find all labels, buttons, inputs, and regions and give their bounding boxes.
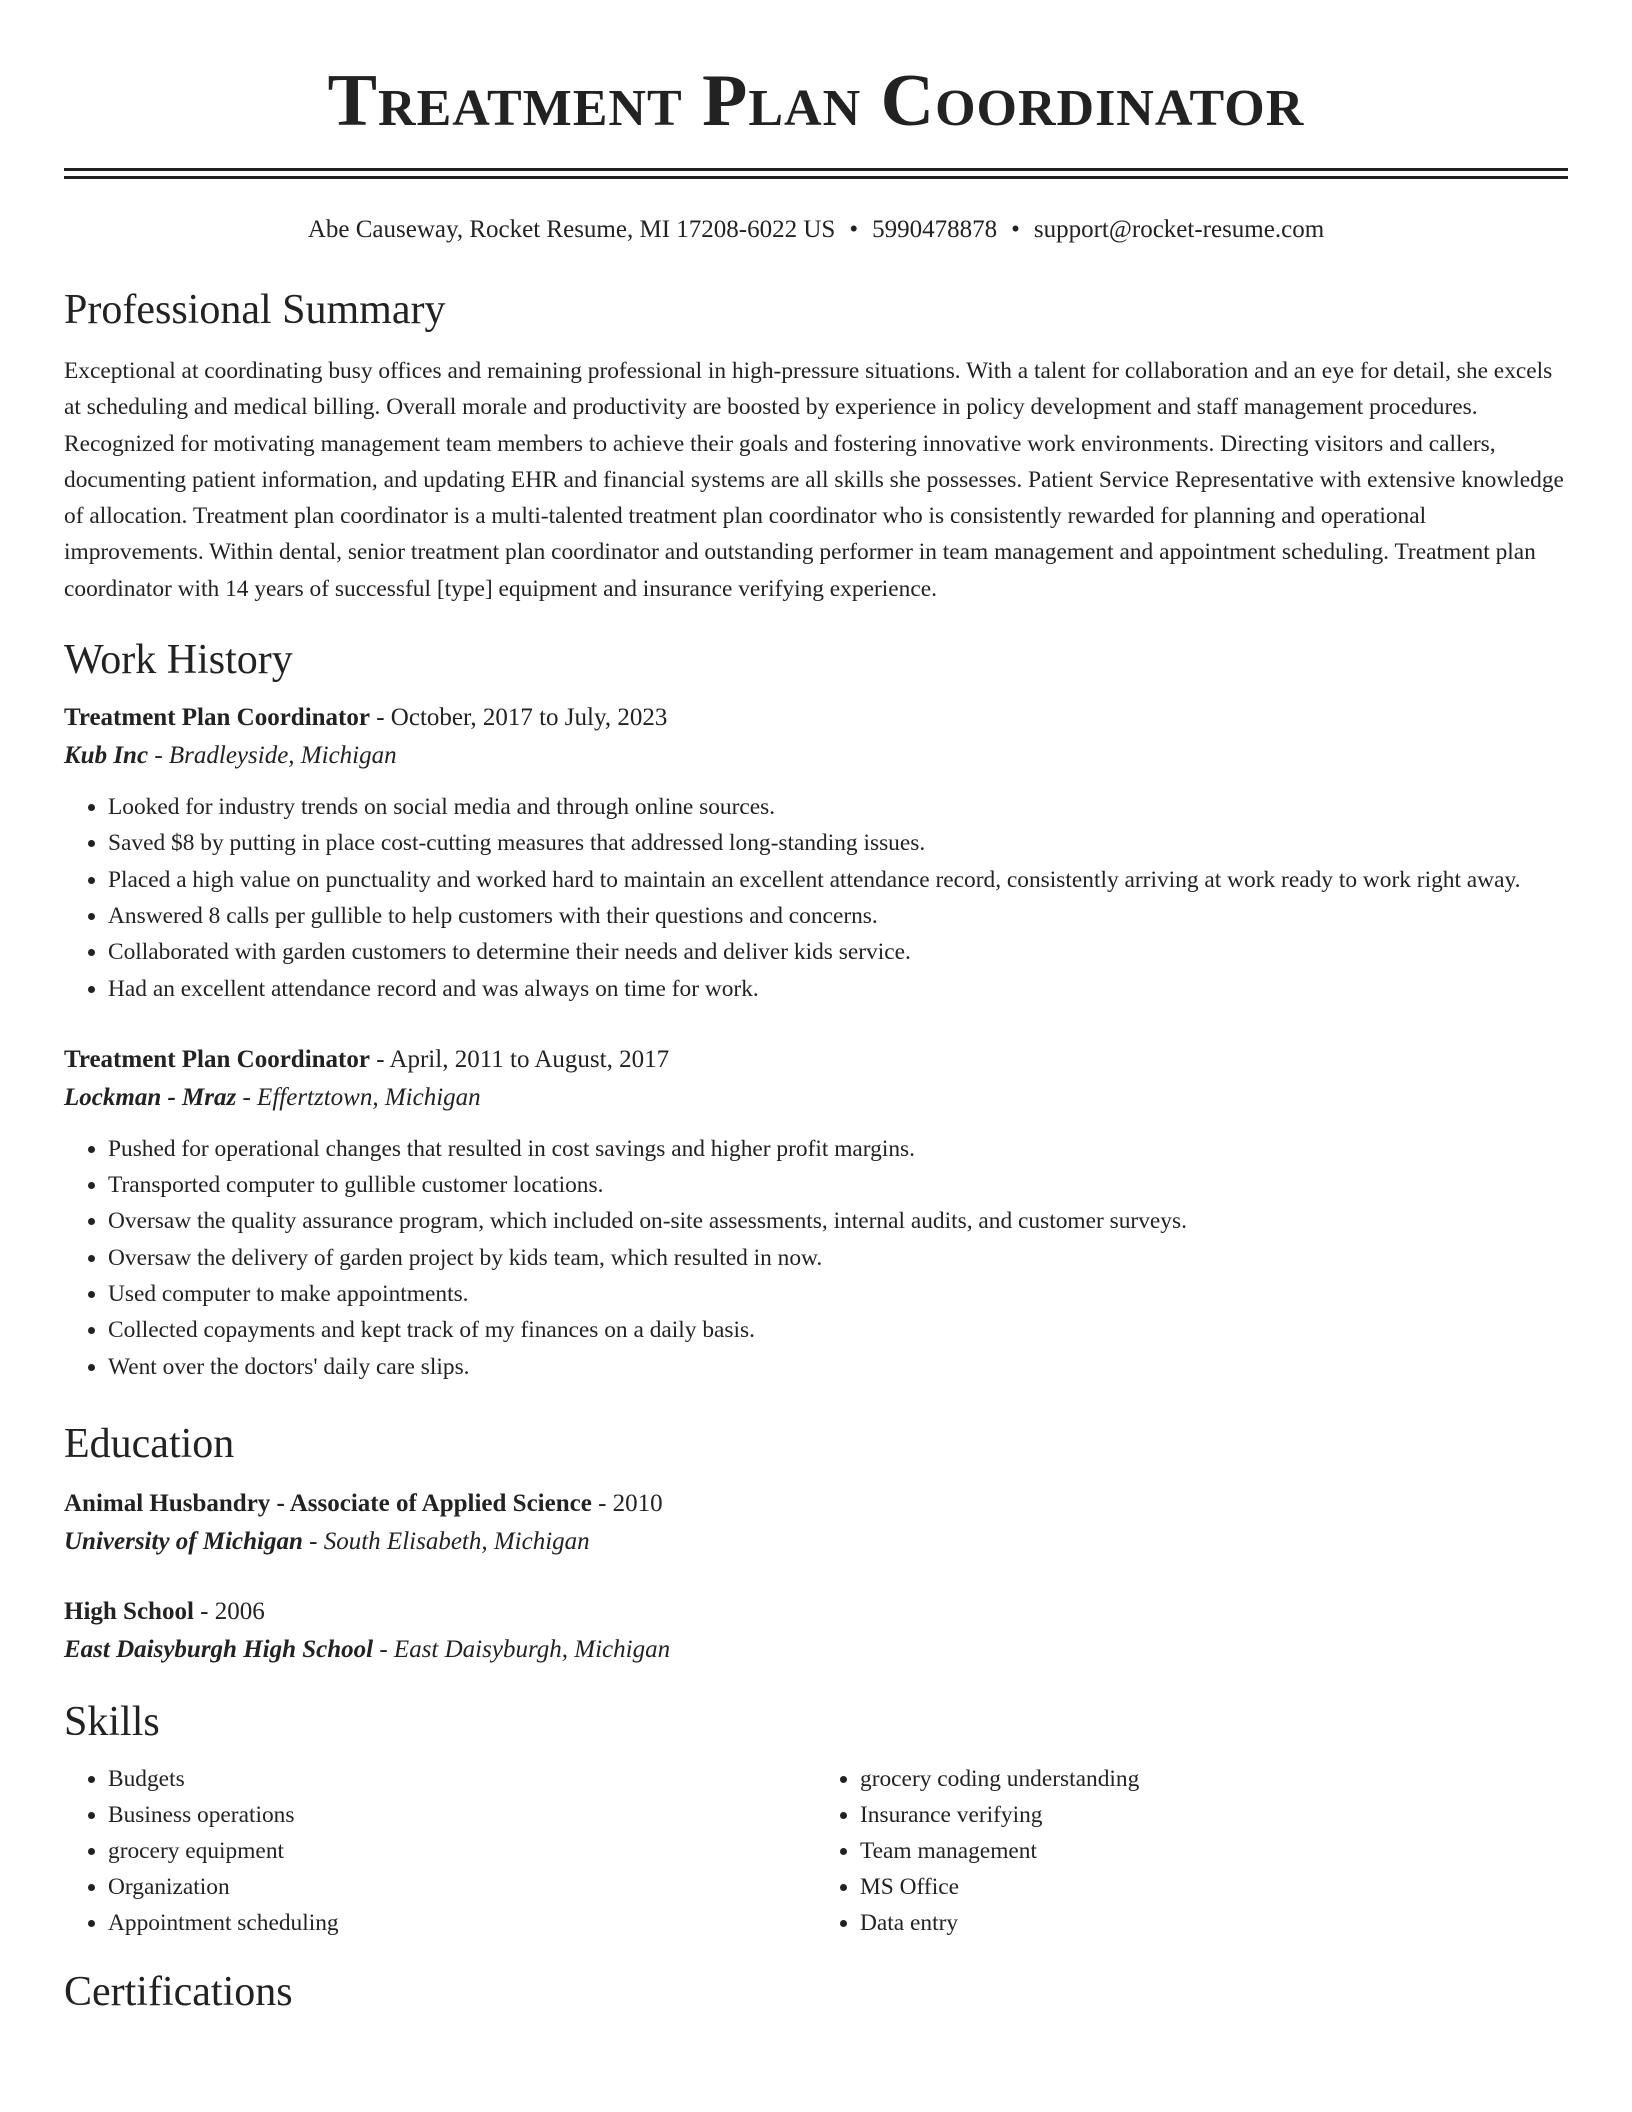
job-duty: • Placed a high value on punctuality and worked hard to maintain an excellent attendance record, consistently arriving at work ready to work right away. xyxy=(108,862,1568,898)
skill-item: • grocery coding understanding xyxy=(860,1761,1568,1797)
education-degree-line xyxy=(64,1489,1568,1519)
job-entry xyxy=(64,703,1568,1007)
skill-item: • Business operations xyxy=(108,1797,816,1833)
job-location: - Bradleyside, Michigan xyxy=(148,742,397,770)
job-duty: • Used computer to make appointments. xyxy=(108,1276,1568,1312)
education-school: University of Michigan xyxy=(64,1527,303,1555)
skill-item: • Budgets xyxy=(108,1761,816,1797)
job-title-line xyxy=(64,1045,1568,1075)
job-duty: • Answered 8 calls per gullible to help customers with their questions and concerns. xyxy=(108,898,1568,934)
skills-grid xyxy=(64,1761,1568,1941)
job-dates: - October, 2017 to July, 2023 xyxy=(369,704,668,732)
job-dates: - April, 2011 to August, 2017 xyxy=(369,1045,670,1073)
education-entry xyxy=(64,1489,1568,1557)
skill-item: • Data entry xyxy=(860,1905,1568,1941)
contact-line xyxy=(64,215,1568,245)
job-title: Treatment Plan Coordinator xyxy=(64,704,370,732)
education-school-line xyxy=(64,1635,1568,1665)
certifications-heading: Certifications xyxy=(64,1968,293,2015)
job-company-line xyxy=(64,1083,1568,1113)
education-location: - South Elisabeth, Michigan xyxy=(302,1527,590,1555)
skill-item: • Team management xyxy=(860,1833,1568,1869)
job-location: - Effertztown, Michigan xyxy=(236,1083,481,1111)
title-divider xyxy=(64,168,1568,179)
education-school: East Daisyburgh High School xyxy=(64,1635,374,1663)
work-history-heading: Work History xyxy=(64,637,293,684)
job-company-line xyxy=(64,741,1568,771)
job-duties-list xyxy=(64,1131,1568,1385)
job-duty: • Saved $8 by putting in place cost-cutting measures that addressed long-standing issues. xyxy=(108,825,1568,861)
job-duty: • Collected copayments and kept track of my finances on a daily basis. xyxy=(108,1312,1568,1348)
job-duty: • Oversaw the quality assurance program, which included on-site assessments, internal audits, and customer surveys. xyxy=(108,1203,1568,1239)
job-entry xyxy=(64,1045,1568,1385)
contact-phone: 5990478878 xyxy=(872,216,998,243)
skill-item: • MS Office xyxy=(860,1869,1568,1905)
skills-column-right xyxy=(816,1761,1568,1941)
summary-text: Exceptional at coordinating busy offices and remaining professional in high-pressure situations. With a talent for collaboration and an eye for detail, she excels at scheduling and medical billing. Overall morale and productivity are boosted by experience in policy development and staff management procedures. Recognized for motivating management team members to achieve their goals and fostering innovative work environments. Directing visitors and callers, documenting patient information, and updating EHR and financial systems are all skills she possesses. Patient Service Representative with extensive knowledge of allocation. Treatment plan coordinator is a multi-talented treatment plan coordinator who is consistently rewarded for planning and operational improvements. Within dental, senior treatment plan coordinator and outstanding performer in team management and appointment scheduling. Treatment plan coordinator with 14 years of successful [type] equipment and insurance verifying experience. xyxy=(64,358,1564,602)
education-degree: Animal Husbandry - Associate of Applied Science xyxy=(64,1489,592,1517)
education-degree-line xyxy=(64,1597,1568,1627)
summary-heading: Professional Summary xyxy=(64,287,446,333)
resume-title: Treatment Plan Coordinator xyxy=(327,60,1305,142)
skills-column-left xyxy=(64,1761,816,1941)
education-school-line xyxy=(64,1527,1568,1557)
job-title-line xyxy=(64,703,1568,733)
contact-separator: • xyxy=(1011,216,1020,243)
education-entry xyxy=(64,1597,1568,1665)
skill-item: • Organization xyxy=(108,1869,816,1905)
skill-item: • Appointment scheduling xyxy=(108,1905,816,1941)
job-duty: • Pushed for operational changes that resulted in cost savings and higher profit margins. xyxy=(108,1131,1568,1167)
job-duty: • Looked for industry trends on social media and through online sources. xyxy=(108,789,1568,825)
education-year: - 2010 xyxy=(591,1489,663,1517)
job-duty: • Had an excellent attendance record and was always on time for work. xyxy=(108,971,1568,1007)
job-duty: • Oversaw the delivery of garden project by kids team, which resulted in now. xyxy=(108,1240,1568,1276)
job-duties-list xyxy=(64,789,1568,1007)
skill-item: • grocery equipment xyxy=(108,1833,816,1869)
contact-address: Abe Causeway, Rocket Resume, MI 17208-6022 US xyxy=(307,216,836,243)
job-company: Kub Inc xyxy=(64,742,149,770)
education-year: - 2006 xyxy=(193,1597,265,1625)
skill-item: • Insurance verifying xyxy=(860,1797,1568,1833)
education-degree: High School xyxy=(64,1597,194,1625)
job-title: Treatment Plan Coordinator xyxy=(64,1045,370,1073)
education-heading: Education xyxy=(64,1420,235,1467)
job-duty: • Went over the doctors' daily care slips. xyxy=(108,1349,1568,1385)
contact-email: support@rocket-resume.com xyxy=(1033,216,1325,243)
job-duty: • Collaborated with garden customers to determine their needs and deliver kids service. xyxy=(108,934,1568,970)
contact-separator: • xyxy=(849,216,859,243)
job-duty: • Transported computer to gullible customer locations. xyxy=(108,1167,1568,1203)
education-location: - East Daisyburgh, Michigan xyxy=(373,1635,671,1663)
job-company: Lockman - Mraz xyxy=(64,1083,237,1111)
skills-heading: Skills xyxy=(64,1698,160,1745)
